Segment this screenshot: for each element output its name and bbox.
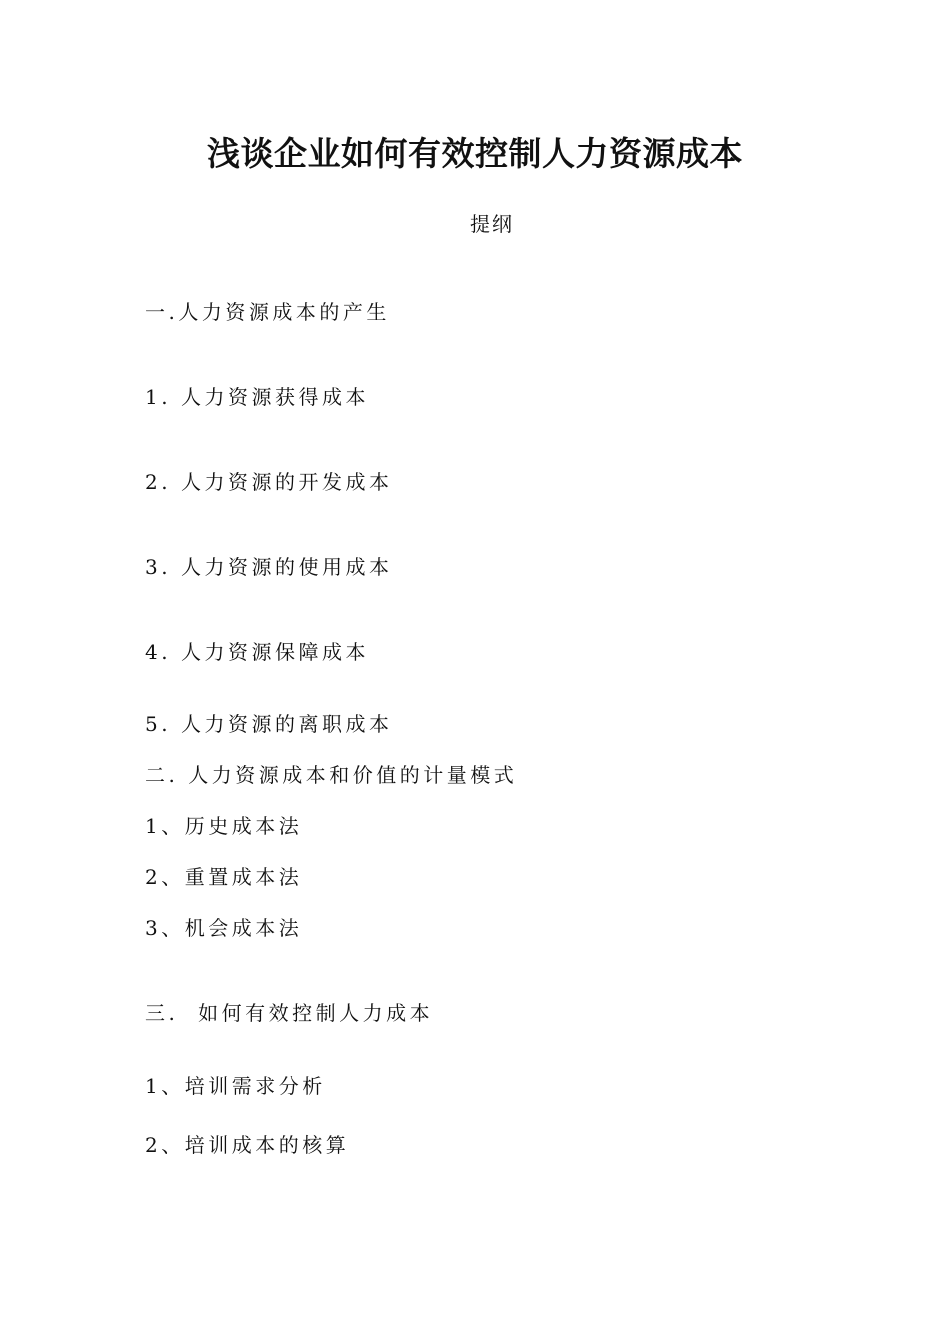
document-subtitle: 提纲 (470, 212, 514, 236)
outline-section-2: 二. 人力资源成本和价值的计量模式 (145, 763, 518, 787)
outline-item-2-2: 2、重置成本法 (145, 865, 303, 889)
outline-item-2-1: 1、历史成本法 (145, 814, 303, 838)
outline-item-3-2: 2、培训成本的核算 (145, 1133, 350, 1157)
outline-item-2-3: 3、机会成本法 (145, 916, 303, 940)
outline-item-1-2: 2. 人力资源的开发成本 (145, 470, 393, 494)
outline-item-1-1: 1. 人力资源获得成本 (145, 385, 369, 409)
outline-item-1-4: 4. 人力资源保障成本 (145, 640, 369, 664)
outline-item-3-1: 1、培训需求分析 (145, 1074, 326, 1098)
outline-section-3: 三. 如何有效控制人力成本 (145, 1001, 434, 1025)
outline-item-1-3: 3. 人力资源的使用成本 (145, 555, 393, 579)
outline-section-1: 一.人力资源成本的产生 (145, 300, 390, 324)
outline-item-1-5: 5. 人力资源的离职成本 (145, 712, 393, 736)
document-title: 浅谈企业如何有效控制人力资源成本 (207, 134, 743, 173)
